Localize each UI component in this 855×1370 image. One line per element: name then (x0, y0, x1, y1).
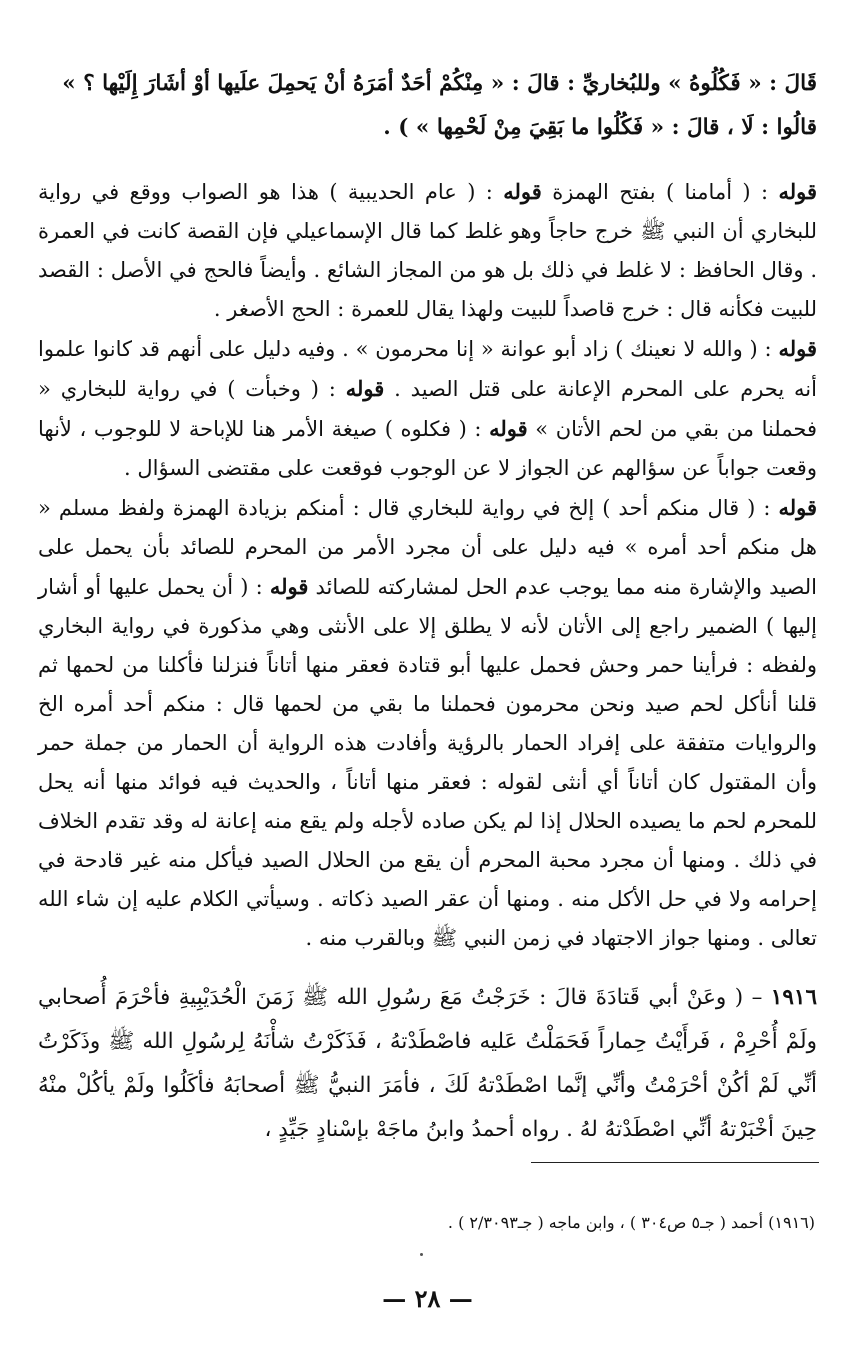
keyword-qawluhu: قوله (778, 179, 818, 204)
hadith-line-2: قالُوا : لَا ، قالَ : « فَكُلُوا ما بَقِيَ مِنْ لَحْمِها » ) . (383, 115, 817, 140)
page-number: — ٢٨ — (382, 1284, 473, 1313)
commentary-segment-5: : ( فكلوه ) صيغة الأمر هنا للإباحة لا للوجوب ، لأنها وقعت جواباً عن سؤالهم عن الجواز لا عن الوجوب فوقعت على مقتضى السؤال . (38, 417, 817, 480)
hadith-1916 (38, 976, 817, 1152)
footnote-divider (531, 1162, 819, 1163)
keyword-qawluhu: قوله (778, 336, 817, 361)
keyword-qawluhu: قوله (778, 495, 817, 520)
keyword-qawluhu: قوله (489, 416, 528, 441)
commentary-segment-6: : ( قال منكم أحد ) إلخ في رواية للبخاري قال : أمنكم بزيادة الهمزة ولفظ مسلم « هل منكم أحد أمره » فيه دليل على أن مجرد الأمر من المحرم للصائد بأن يحمل على الصيد والإشارة منه مما يوجب عدم الحل لمشاركته للصائد (38, 496, 817, 599)
hadith-line-1: قَالَ : « فَكُلُوهُ » وللبُخاريِّ : قالَ : « مِنْكُمْ أحَدٌ أمَرَهُ أنْ يَحمِلَ علَيها أوْ أشَارَ إِلَيْها ؟ » (62, 71, 817, 96)
commentary-segment-2: : ( عام الحديبية ) هذا هو الصواب ووقع في رواية للبخاري أن النبي ﷺ خرج حاجاً وهو غلط كما قال الإسماعيلي فإن القصة كانت في العمرة . وقال الحافظ : لا غلط في ذلك بل هو من المجاز الشائع . وأيضاً فالحج في الأصل : القصد للبيت فكأنه قال : خرج قاصداً للبيت ولهذا يقال للعمرة : الحج الأصغر . (38, 180, 817, 321)
speck (420, 1253, 423, 1256)
commentary-segment-7: : ( أن يحمل عليها أو أشار إليها ) الضمير راجع إلى الأتان لأنه لا يطلق إلا على الأنثى وهي مذكورة في رواية البخاري ولفظه : فرأينا حمر وحش فحمل عليها أبو قتادة فعقر منها أتاناً فنزلنا فأكلنا من لحمها ثم قلنا أنأكل لحم صيد ونحن محرمون فحملنا ما بقي من لحمها قال : منكم أحد أمره الخ والروايات متفقة على إفراد الحمار بالرؤية وأفادت هذه الرواية أن الحمار من جملة حمر وأن المقتول كان أتاناً أي أنثى لقوله : فعقر منها أتاناً ، والحديث فيه فوائد منها أنه يحل للمحرم لحم ما يصيده الحلال إذا لم يكن صاده لأجله ولم يقع منه إعانة له وقد تقدم الخلاف في ذلك . ومنها أن مجرد محبة المحرم أن يقع من الحلال الصيد فيأكل منه غير قادحة في إحرامه ولا في حل الأكل منه . ومنها أن عقر الصيد ذكاته . وسيأتي الكلام عليه إن شاء الله تعالى . ومنها جواز الاجتهاد في زمن النبي ﷺ وبالقرب منه . (38, 575, 817, 950)
hadith-number: ١٩١٦ (770, 985, 817, 1010)
hadith-text: – ( وعَنْ أبي قَتادَةَ قالَ : خَرَجْتُ مَعَ رسُولِ الله ﷺ زَمَنَ الْحُدَيْبِيةِ فأحْرَمَ أُصحابي ولَمْ أُحْرِمْ ، فَرأَيْتُ حِماراً فَحَمَلْتُ عَليه فاصْطَدْتهُ ، فَذَكَرْتُ شأْنَهُ لِرسُولِ الله ﷺ وذَكَرْتُ أنِّي لَمْ أكُنْ أحْرَمْتُ وأنِّي إنَّما اصْطَدْتهُ لَكَ ، فأمَرَ النبيُّ ﷺ أصحابَهُ فأكَلُوا ولَمْ يأكُلْ منْهُ حِينَ أخْبَرْتهُ أنِّي اصْطَدْتهُ لهُ . رواه أحمدُ وابنُ ماجَهْ بإسْنادٍ جَيِّدٍ ، (38, 985, 817, 1142)
commentary-segment-4: : ( وخبأت ) في رواية للبخاري « فحملنا من بقي من لحم الأتان » (38, 377, 817, 441)
footnote: (١٩١٦) أحمد ( جـ٥ ص٣٠٤ ) ، وابن ماجه ( جـ٢/٣٠٩٣ ) . (447, 1213, 815, 1232)
hadith-continuation (38, 62, 817, 150)
commentary-block (38, 172, 817, 958)
keyword-qawluhu: قوله (269, 574, 309, 599)
keyword-qawluhu: قوله (503, 179, 542, 204)
commentary-segment-3: : ( والله لا نعينك ) زاد أبو عوانة « إنا محرمون » . وفيه دليل على أنهم قد كانوا علموا أنه يحرم على المحرم الإعانة على قتل الصيد . (38, 337, 817, 401)
commentary-segment-1: : ( أمامنا ) بفتح الهمزة (541, 180, 779, 204)
keyword-qawluhu: قوله (345, 376, 385, 401)
